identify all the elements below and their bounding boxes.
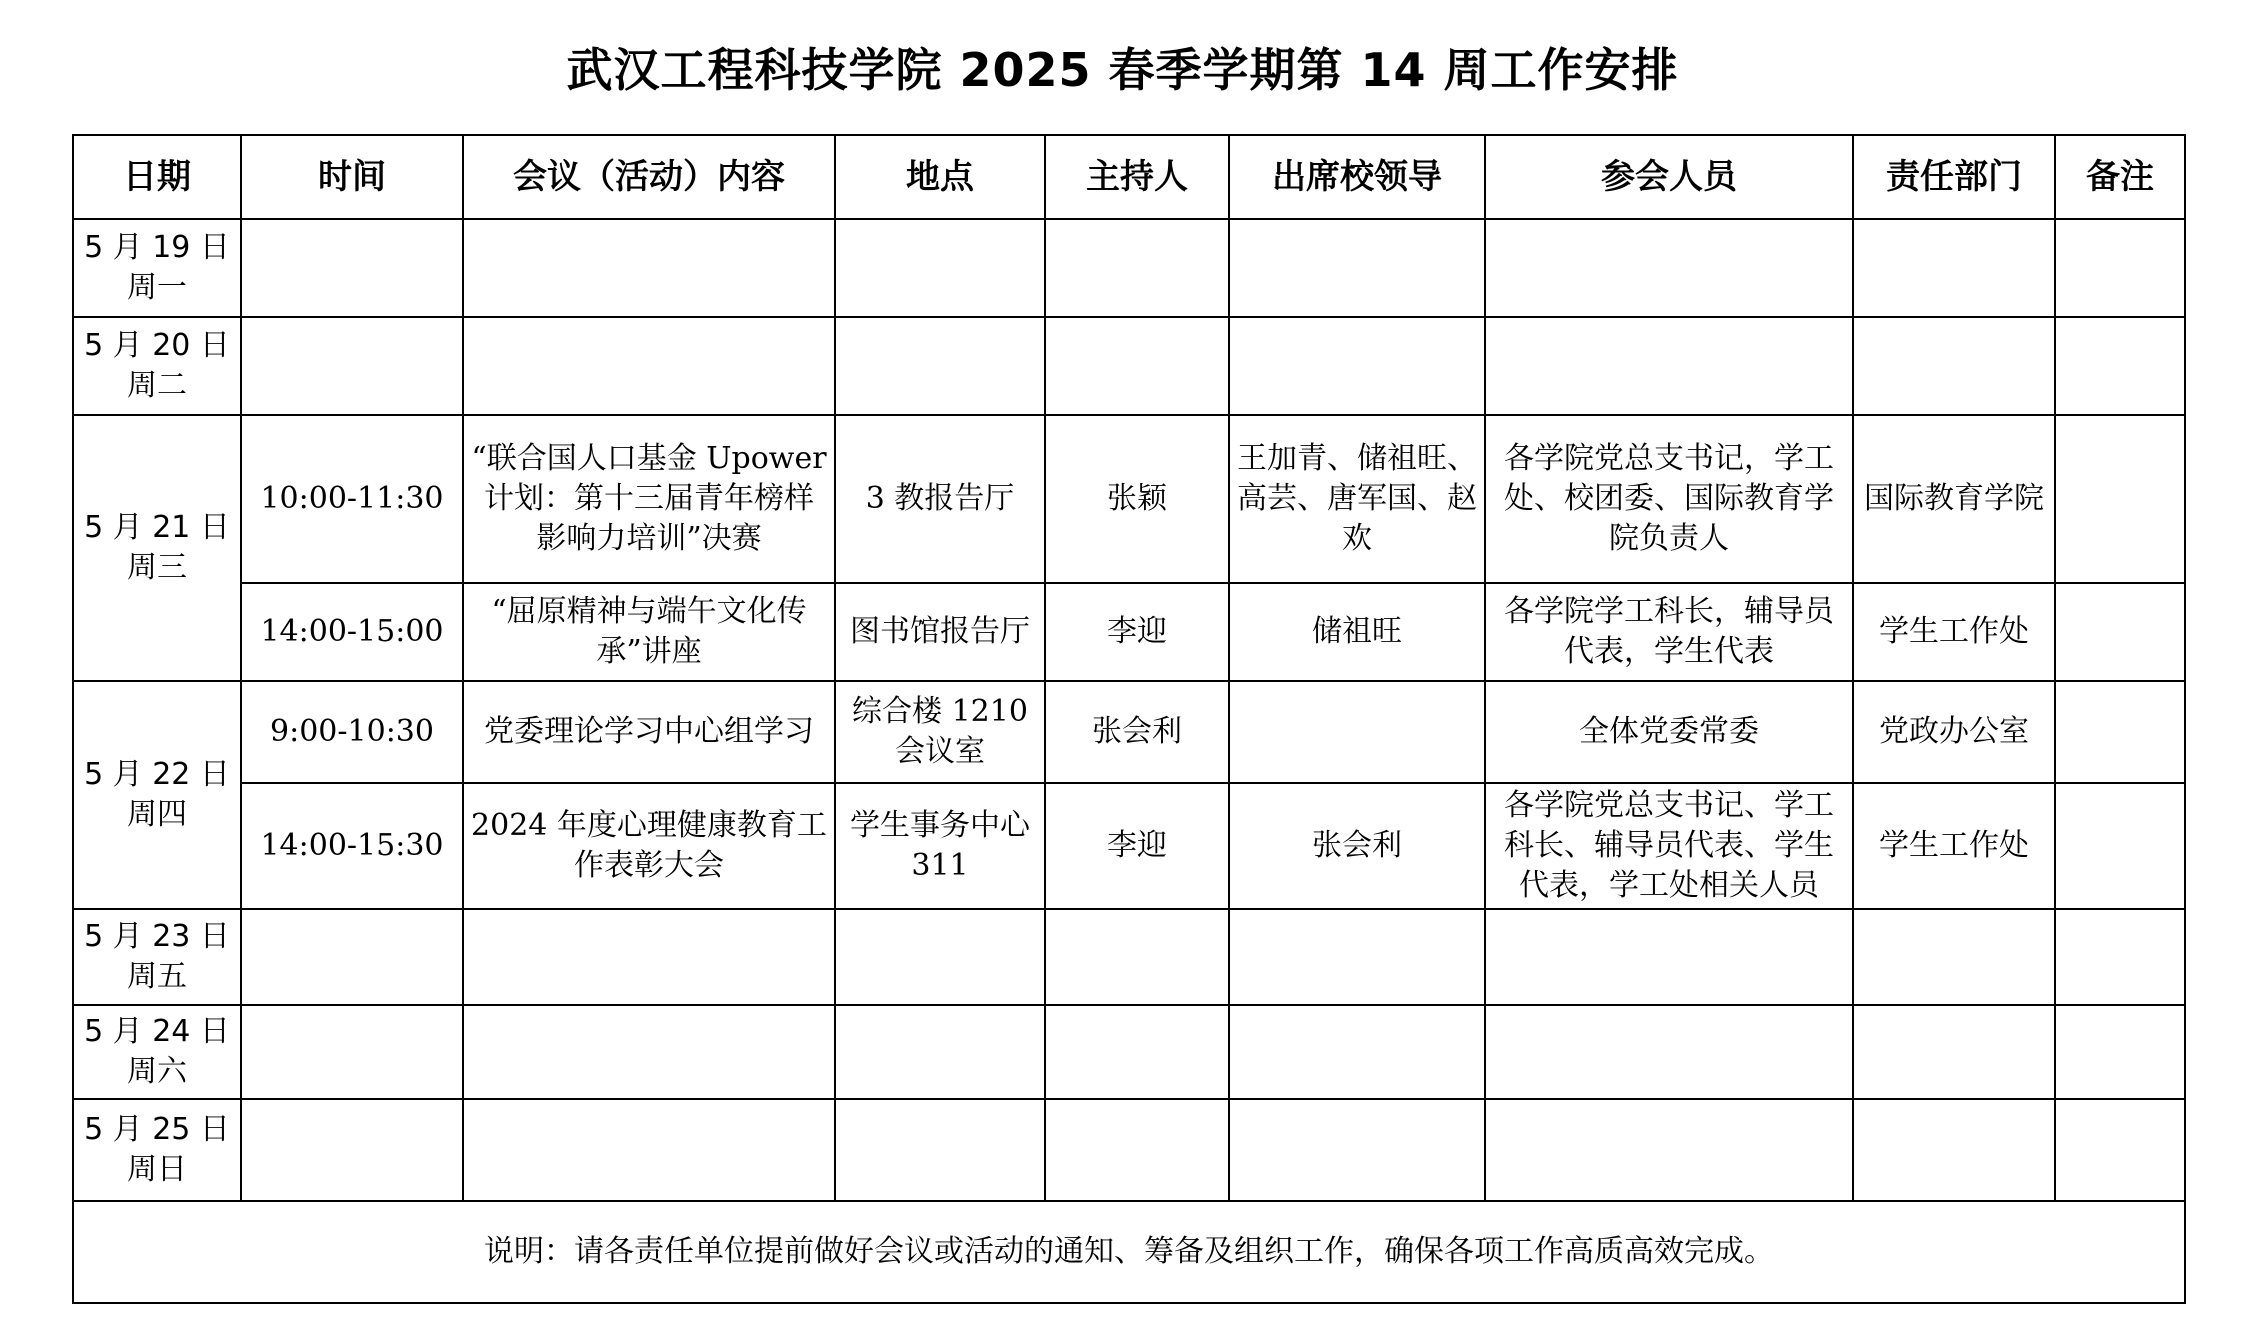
date-text: 5 月 25 日	[84, 1112, 230, 1147]
empty-cell	[2055, 219, 2185, 317]
header-leaders: 出席校领导	[1229, 135, 1485, 219]
date-cell	[73, 415, 241, 681]
weekday-text: 周三	[127, 550, 187, 585]
weekday-text: 周四	[127, 797, 187, 832]
header-department: 责任部门	[1853, 135, 2055, 219]
date-text: 5 月 19 日	[84, 230, 230, 265]
empty-cell	[1045, 317, 1229, 415]
event-remark	[2055, 681, 2185, 783]
empty-cell	[2055, 1099, 2185, 1201]
empty-cell	[1229, 909, 1485, 1005]
header-content: 会议（活动）内容	[463, 135, 835, 219]
event-leaders: 储祖旺	[1229, 583, 1485, 681]
empty-cell	[1229, 219, 1485, 317]
empty-cell	[241, 1099, 463, 1201]
event-department: 学生工作处	[1853, 583, 2055, 681]
header-attendees: 参会人员	[1485, 135, 1853, 219]
empty-cell	[463, 909, 835, 1005]
header-remark: 备注	[2055, 135, 2185, 219]
empty-cell	[241, 909, 463, 1005]
event-attendees: 各学院党总支书记，学工处、校团委、国际教育学院负责人	[1485, 415, 1853, 583]
empty-cell	[1485, 909, 1853, 1005]
table-row	[73, 219, 2185, 317]
event-content: “联合国人口基金 Upower 计划：第十三届青年榜样影响力培训”决赛	[463, 415, 835, 583]
empty-cell	[1045, 1005, 1229, 1099]
event-attendees: 各学院党总支书记、学工科长、辅导员代表、学生代表，学工处相关人员	[1485, 783, 1853, 909]
date-cell	[73, 219, 241, 317]
table-row	[73, 583, 2185, 681]
header-row	[73, 135, 2185, 219]
event-host: 张会利	[1045, 681, 1229, 783]
event-location: 图书馆报告厅	[835, 583, 1045, 681]
empty-cell	[1485, 317, 1853, 415]
empty-cell	[1045, 219, 1229, 317]
date-text: 5 月 21 日	[84, 510, 230, 545]
date-text: 5 月 24 日	[84, 1014, 230, 1049]
event-department: 国际教育学院	[1853, 415, 2055, 583]
date-cell	[73, 317, 241, 415]
header-location: 地点	[835, 135, 1045, 219]
empty-cell	[241, 317, 463, 415]
empty-cell	[1229, 1099, 1485, 1201]
event-content: 党委理论学习中心组学习	[463, 681, 835, 783]
event-leaders: 王加青、储祖旺、高芸、唐军国、赵欢	[1229, 415, 1485, 583]
empty-cell	[463, 1005, 835, 1099]
event-location: 3 教报告厅	[835, 415, 1045, 583]
note-text: 说明：请各责任单位提前做好会议或活动的通知、筹备及组织工作，确保各项工作高质高效完成。	[73, 1201, 2185, 1303]
empty-cell	[1229, 317, 1485, 415]
event-host: 李迎	[1045, 583, 1229, 681]
note-row	[73, 1201, 2185, 1303]
schedule-table	[72, 134, 2186, 1304]
event-remark	[2055, 783, 2185, 909]
event-content: 2024 年度心理健康教育工作表彰大会	[463, 783, 835, 909]
empty-cell	[463, 219, 835, 317]
event-location: 综合楼 1210 会议室	[835, 681, 1045, 783]
date-cell	[73, 909, 241, 1005]
empty-cell	[463, 1099, 835, 1201]
date-cell	[73, 1005, 241, 1099]
empty-cell	[1485, 1099, 1853, 1201]
empty-cell	[835, 1005, 1045, 1099]
event-attendees: 全体党委常委	[1485, 681, 1853, 783]
empty-cell	[1485, 219, 1853, 317]
event-attendees: 各学院学工科长，辅导员代表，学生代表	[1485, 583, 1853, 681]
event-leaders: 张会利	[1229, 783, 1485, 909]
empty-cell	[1485, 1005, 1853, 1099]
event-time: 9:00-10:30	[241, 681, 463, 783]
empty-cell	[2055, 317, 2185, 415]
empty-cell	[2055, 1005, 2185, 1099]
table-row	[73, 1099, 2185, 1201]
weekday-text: 周一	[127, 270, 187, 305]
empty-cell	[1853, 1005, 2055, 1099]
header-time: 时间	[241, 135, 463, 219]
empty-cell	[835, 909, 1045, 1005]
empty-cell	[2055, 909, 2185, 1005]
table-row	[73, 909, 2185, 1005]
event-department: 学生工作处	[1853, 783, 2055, 909]
page-title: 武汉工程科技学院 2025 春季学期第 14 周工作安排	[566, 43, 1679, 97]
table-row	[73, 681, 2185, 783]
event-remark	[2055, 415, 2185, 583]
event-content: “屈原精神与端午文化传承”讲座	[463, 583, 835, 681]
empty-cell	[1853, 909, 2055, 1005]
empty-cell	[1853, 317, 2055, 415]
event-time: 10:00-11:30	[241, 415, 463, 583]
date-cell	[73, 681, 241, 909]
table-row	[73, 783, 2185, 909]
event-location: 学生事务中心 311	[835, 783, 1045, 909]
event-time: 14:00-15:30	[241, 783, 463, 909]
weekday-text: 周五	[127, 959, 187, 994]
table-row	[73, 415, 2185, 583]
empty-cell	[241, 1005, 463, 1099]
date-text: 5 月 20 日	[84, 328, 230, 363]
empty-cell	[1853, 1099, 2055, 1201]
table-row	[73, 1005, 2185, 1099]
table-row	[73, 317, 2185, 415]
date-text: 5 月 23 日	[84, 919, 230, 954]
event-remark	[2055, 583, 2185, 681]
event-leaders	[1229, 681, 1485, 783]
empty-cell	[1229, 1005, 1485, 1099]
empty-cell	[1045, 1099, 1229, 1201]
weekday-text: 周六	[127, 1054, 187, 1089]
weekday-text: 周日	[127, 1152, 187, 1187]
empty-cell	[463, 317, 835, 415]
weekday-text: 周二	[127, 368, 187, 403]
empty-cell	[1045, 909, 1229, 1005]
header-host: 主持人	[1045, 135, 1229, 219]
event-host: 张颖	[1045, 415, 1229, 583]
event-department: 党政办公室	[1853, 681, 2055, 783]
empty-cell	[1853, 219, 2055, 317]
empty-cell	[835, 317, 1045, 415]
empty-cell	[835, 219, 1045, 317]
date-text: 5 月 22 日	[84, 757, 230, 792]
event-time: 14:00-15:00	[241, 583, 463, 681]
empty-cell	[835, 1099, 1045, 1201]
event-host: 李迎	[1045, 783, 1229, 909]
date-cell	[73, 1099, 241, 1201]
header-date: 日期	[73, 135, 241, 219]
empty-cell	[241, 219, 463, 317]
